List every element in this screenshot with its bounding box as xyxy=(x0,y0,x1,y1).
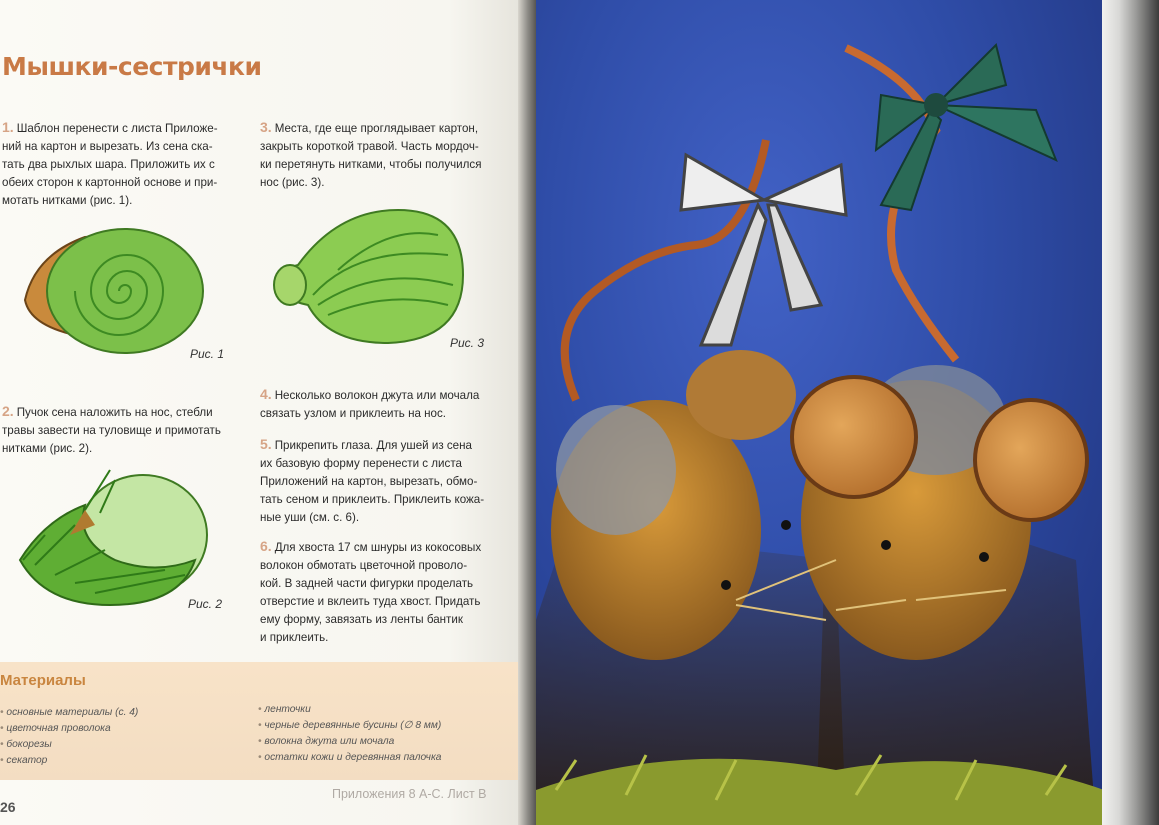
step-text: ные уши (см. с. 6). xyxy=(260,511,360,524)
figure-1-caption: Рис. 1 xyxy=(190,347,225,361)
step-number: 4. xyxy=(260,386,272,402)
step-number: 1. xyxy=(2,119,14,135)
figure-2-illustration xyxy=(15,465,210,613)
step-3 xyxy=(260,118,481,192)
step-text: обеих сторон к картонной основе и при- xyxy=(2,176,218,189)
materials-item: • остатки кожи и деревянная палочка xyxy=(258,750,441,766)
step-6 xyxy=(260,537,481,647)
step-text: ему форму, завязать из ленты бантик xyxy=(260,613,463,626)
step-number: 6. xyxy=(260,538,272,554)
step-text: Для хвоста 17 см шнуры из кокосовых xyxy=(274,541,482,554)
step-text: связать узлом и приклеить на нос. xyxy=(260,407,447,420)
step-5 xyxy=(260,435,484,527)
figure-1-illustration xyxy=(15,215,205,360)
step-text: нитками (рис. 2). xyxy=(2,442,93,455)
page-number: 26 xyxy=(0,799,16,815)
step-text: травы завести на туловище и примотать xyxy=(2,424,221,437)
step-text: Места, где еще проглядывает картон, xyxy=(274,122,479,135)
step-text: тать сеном и приклеить. Приклеить кожа- xyxy=(260,493,485,506)
step-text: и приклеить. xyxy=(260,631,329,644)
figure-3-caption: Рис. 3 xyxy=(450,336,485,350)
step-number: 5. xyxy=(260,436,272,452)
figure-3-illustration xyxy=(268,205,468,345)
step-2 xyxy=(2,402,221,458)
materials-title: Материалы xyxy=(0,672,86,689)
step-text: кой. В задней части фигурки проделать xyxy=(260,577,474,590)
step-text: волокон обмотать цветочной проволо- xyxy=(260,559,468,572)
step-number: 3. xyxy=(260,119,272,135)
step-text: мотать нитками (рис. 1). xyxy=(2,194,133,207)
materials-list-right xyxy=(258,702,441,766)
step-text: нос (рис. 3). xyxy=(260,176,325,189)
materials-item: • секатор xyxy=(0,753,138,769)
step-text: отверстие и вклеить туда хвост. Придать xyxy=(260,595,481,608)
mice-photo-illustration xyxy=(536,0,1104,825)
step-text: Приложений на картон, вырезать, обмо- xyxy=(260,475,478,488)
materials-item: • ленточки xyxy=(258,702,441,718)
left-page xyxy=(0,0,528,825)
page-edge xyxy=(1102,0,1159,825)
footer-reference: Приложения 8 А-С. Лист В xyxy=(332,787,487,801)
materials-item: • волокна джута или мочала xyxy=(258,734,441,750)
step-text: Несколько волокон джута или мочала xyxy=(274,389,480,402)
step-text: их базовую форму перенести с листа xyxy=(260,457,462,470)
step-text: Пучок сена наложить на нос, стебли xyxy=(16,406,213,419)
materials-item: • основные материалы (с. 4) xyxy=(0,705,138,721)
step-4 xyxy=(260,385,479,423)
step-number: 2. xyxy=(2,403,14,419)
step-text: Прикрепить глаза. Для ушей из сена xyxy=(274,439,472,452)
step-text: ки перетянуть нитками, чтобы получился xyxy=(260,158,482,171)
materials-item: • цветочная проволока xyxy=(0,721,138,737)
page-title: Мышки-сестрички xyxy=(2,52,262,81)
right-page-photo xyxy=(536,0,1104,825)
step-text: ний на картон и вырезать. Из сена ска- xyxy=(2,140,213,153)
materials-list-left xyxy=(0,705,138,769)
figure-2-caption: Рис. 2 xyxy=(188,597,223,611)
materials-item: • черные деревянные бусины (∅ 8 мм) xyxy=(258,718,441,734)
materials-item: • бокорезы xyxy=(0,737,138,753)
step-1 xyxy=(2,118,218,210)
step-text: тать два рыхлых шара. Приложить их с xyxy=(2,158,215,171)
step-text: Шаблон перенести с листа Приложе- xyxy=(16,122,218,135)
step-text: закрыть короткой травой. Часть мордоч- xyxy=(260,140,479,153)
